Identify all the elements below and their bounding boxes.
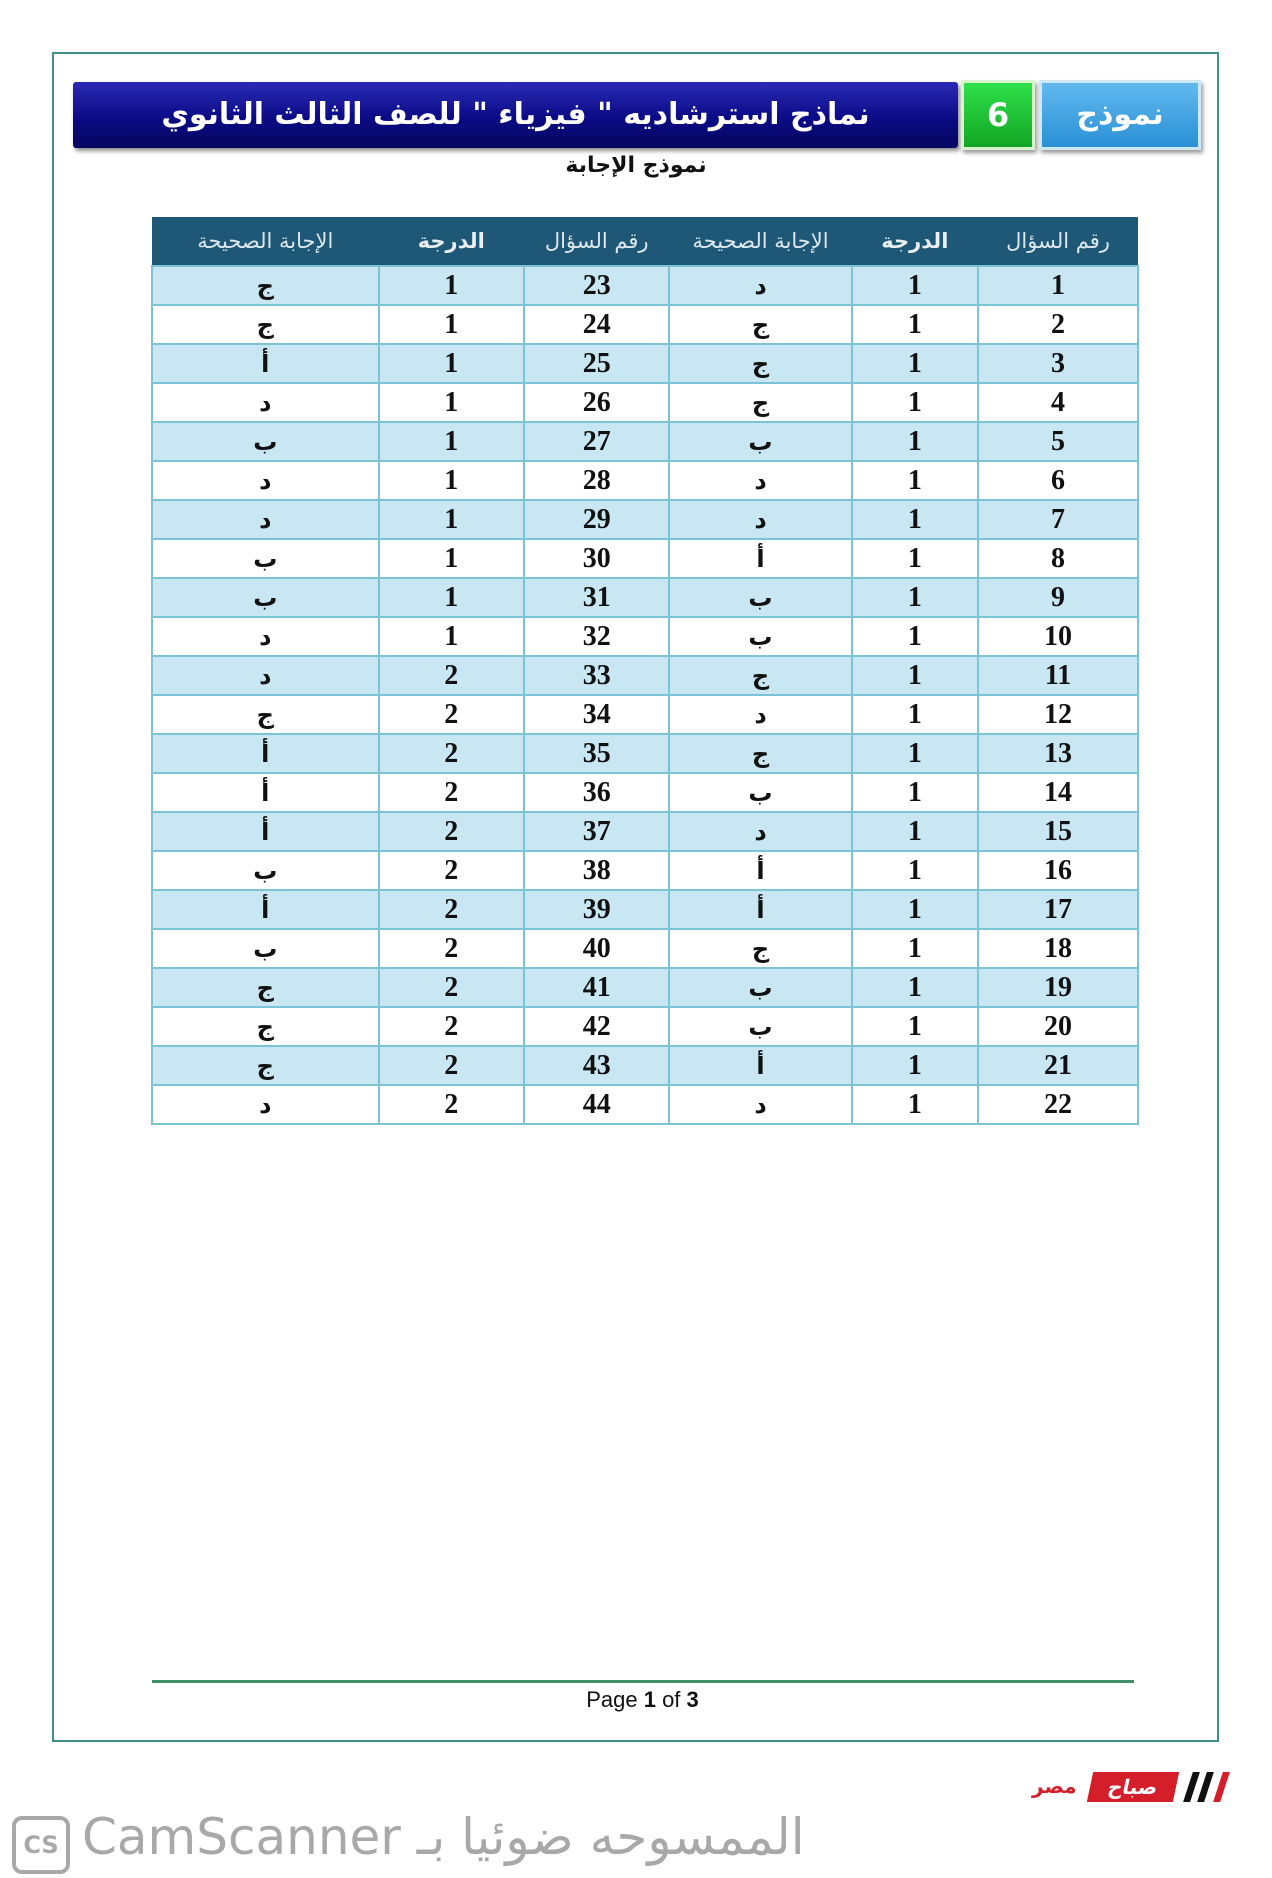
question-number-cell: 17 [978, 890, 1138, 929]
answer-cell: ب [152, 929, 379, 968]
score-cell: 1 [852, 1007, 979, 1046]
score-cell: 1 [852, 305, 979, 344]
table-row [152, 968, 1138, 1007]
score-cell: 1 [852, 500, 979, 539]
score-cell: 1 [852, 968, 979, 1007]
answer-cell: أ [669, 890, 851, 929]
score-cell: 1 [379, 422, 524, 461]
answer-cell: د [152, 500, 379, 539]
answer-cell: ب [152, 539, 379, 578]
answer-cell: د [669, 500, 851, 539]
answer-cell: د [152, 383, 379, 422]
watermark-text: الممسوحه ضوئيا بـ CamScanner [82, 1808, 805, 1866]
answer-cell: ج [669, 929, 851, 968]
answer-cell: ب [152, 578, 379, 617]
answer-cell: ج [152, 1046, 379, 1085]
table-row [152, 500, 1138, 539]
answer-cell: د [669, 266, 851, 305]
score-cell: 1 [379, 383, 524, 422]
question-number-cell: 12 [978, 695, 1138, 734]
answer-cell: ج [152, 305, 379, 344]
table-row [152, 1046, 1138, 1085]
answer-cell: ج [669, 383, 851, 422]
page-of: of [655, 1687, 687, 1712]
score-cell: 1 [852, 578, 979, 617]
answer-cell: ج [152, 1007, 379, 1046]
current-page: 1 [643, 1687, 656, 1712]
question-number-cell: 27 [524, 422, 669, 461]
question-number-cell: 35 [524, 734, 669, 773]
camscanner-watermark [10, 1808, 930, 1872]
score-cell: 1 [852, 1046, 979, 1085]
answer-cell: ج [669, 305, 851, 344]
score-cell: 1 [379, 266, 524, 305]
table-row [152, 344, 1138, 383]
score-cell: 2 [379, 656, 524, 695]
answer-cell: أ [152, 812, 379, 851]
table-row [152, 578, 1138, 617]
question-number-cell: 14 [978, 773, 1138, 812]
total-pages: 3 [686, 1687, 699, 1712]
answer-cell: د [669, 461, 851, 500]
score-cell: 1 [379, 305, 524, 344]
publisher-logo [1028, 1768, 1232, 1808]
answer-cell: ج [669, 656, 851, 695]
table-row [152, 1007, 1138, 1046]
score-cell: 1 [852, 773, 979, 812]
logo-side-text: مصر [1032, 1774, 1077, 1798]
question-number-cell: 18 [978, 929, 1138, 968]
question-number-cell: 25 [524, 344, 669, 383]
score-cell: 2 [379, 734, 524, 773]
score-cell: 1 [852, 929, 979, 968]
score-cell: 1 [852, 461, 979, 500]
score-cell: 1 [852, 266, 979, 305]
score-cell: 1 [852, 539, 979, 578]
answer-cell: د [669, 1085, 851, 1124]
question-number-cell: 2 [978, 305, 1138, 344]
answer-cell: ب [669, 422, 851, 461]
question-number-cell: 34 [524, 695, 669, 734]
header-title: نماذج استرشاديه " فيزياء " للصف الثالث الثانوي [73, 82, 958, 148]
question-number-cell: 30 [524, 539, 669, 578]
score-cell: 2 [379, 929, 524, 968]
page-prefix: Page [586, 1687, 644, 1712]
question-number-cell: 43 [524, 1046, 669, 1085]
question-number-cell: 23 [524, 266, 669, 305]
table-row [152, 383, 1138, 422]
question-number-cell: 41 [524, 968, 669, 1007]
column-header-question: رقم السؤال [524, 217, 669, 266]
score-cell: 2 [379, 890, 524, 929]
score-cell: 2 [379, 968, 524, 1007]
score-cell: 2 [379, 695, 524, 734]
table-row [152, 734, 1138, 773]
score-cell: 1 [852, 383, 979, 422]
answer-cell: أ [152, 890, 379, 929]
question-number-cell: 15 [978, 812, 1138, 851]
table-row [152, 695, 1138, 734]
answer-cell: د [152, 617, 379, 656]
question-number-cell: 4 [978, 383, 1138, 422]
table-row [152, 890, 1138, 929]
answer-cell: د [669, 695, 851, 734]
page-subtitle: نموذج الإجابة [565, 153, 707, 178]
answer-cell: ب [152, 851, 379, 890]
answer-table-body [152, 266, 1138, 1124]
score-cell: 1 [852, 851, 979, 890]
answer-cell: ج [669, 734, 851, 773]
score-cell: 2 [379, 851, 524, 890]
question-number-cell: 38 [524, 851, 669, 890]
question-number-cell: 8 [978, 539, 1138, 578]
score-cell: 2 [379, 1007, 524, 1046]
column-header-score: الدرجة [852, 217, 979, 266]
score-cell: 1 [852, 617, 979, 656]
header [73, 80, 1201, 152]
answer-cell: د [152, 656, 379, 695]
model-number-badge: 6 [961, 80, 1035, 150]
answer-cell: د [152, 1085, 379, 1124]
score-cell: 2 [379, 812, 524, 851]
answer-cell: د [152, 461, 379, 500]
question-number-cell: 33 [524, 656, 669, 695]
question-number-cell: 39 [524, 890, 669, 929]
answer-cell: ب [152, 422, 379, 461]
answer-cell: ب [669, 968, 851, 1007]
answer-cell: ج [152, 266, 379, 305]
answer-cell: د [669, 812, 851, 851]
column-header-score: الدرجة [379, 217, 524, 266]
score-cell: 2 [379, 1046, 524, 1085]
answer-cell: أ [152, 734, 379, 773]
table-row [152, 929, 1138, 968]
answer-cell: ج [152, 968, 379, 1007]
table-row [152, 812, 1138, 851]
answer-cell: ج [669, 344, 851, 383]
question-number-cell: 28 [524, 461, 669, 500]
question-number-cell: 9 [978, 578, 1138, 617]
score-cell: 1 [852, 695, 979, 734]
logo-box-text: صباح [1087, 1772, 1179, 1802]
score-cell: 1 [852, 656, 979, 695]
column-header-answer: الإجابة الصحيحة [152, 217, 379, 266]
table-row [152, 422, 1138, 461]
camscanner-icon: CS [12, 1816, 70, 1874]
score-cell: 1 [379, 617, 524, 656]
score-cell: 1 [379, 578, 524, 617]
question-number-cell: 40 [524, 929, 669, 968]
question-number-cell: 6 [978, 461, 1138, 500]
score-cell: 1 [379, 500, 524, 539]
question-number-cell: 31 [524, 578, 669, 617]
score-cell: 1 [852, 812, 979, 851]
question-number-cell: 37 [524, 812, 669, 851]
score-cell: 1 [852, 1085, 979, 1124]
answer-cell: أ [152, 344, 379, 383]
score-cell: 2 [379, 773, 524, 812]
question-number-cell: 24 [524, 305, 669, 344]
question-number-cell: 5 [978, 422, 1138, 461]
question-number-cell: 1 [978, 266, 1138, 305]
question-number-cell: 16 [978, 851, 1138, 890]
column-header-answer: الإجابة الصحيحة [669, 217, 851, 266]
score-cell: 1 [852, 734, 979, 773]
question-number-cell: 7 [978, 500, 1138, 539]
table-row [152, 461, 1138, 500]
table-row [152, 773, 1138, 812]
question-number-cell: 22 [978, 1085, 1138, 1124]
score-cell: 1 [379, 539, 524, 578]
question-number-cell: 21 [978, 1046, 1138, 1085]
question-number-cell: 32 [524, 617, 669, 656]
table-row [152, 539, 1138, 578]
question-number-cell: 11 [978, 656, 1138, 695]
score-cell: 2 [379, 1085, 524, 1124]
table-row [152, 656, 1138, 695]
question-number-cell: 3 [978, 344, 1138, 383]
question-number-cell: 42 [524, 1007, 669, 1046]
footer-divider [152, 1680, 1134, 1683]
logo-slash-icon [1197, 1772, 1214, 1802]
score-cell: 1 [379, 461, 524, 500]
table-header-row [152, 217, 1138, 266]
answer-cell: ب [669, 1007, 851, 1046]
table-row [152, 851, 1138, 890]
question-number-cell: 29 [524, 500, 669, 539]
score-cell: 1 [852, 422, 979, 461]
table-row [152, 1085, 1138, 1124]
answer-table [151, 217, 1139, 1125]
question-number-cell: 13 [978, 734, 1138, 773]
answer-cell: ج [152, 695, 379, 734]
answer-cell: أ [669, 1046, 851, 1085]
question-number-cell: 10 [978, 617, 1138, 656]
table-row [152, 266, 1138, 305]
score-cell: 1 [852, 890, 979, 929]
answer-cell: أ [152, 773, 379, 812]
question-number-cell: 20 [978, 1007, 1138, 1046]
logo-slash-icon [1213, 1772, 1230, 1802]
question-number-cell: 36 [524, 773, 669, 812]
answer-cell: أ [669, 851, 851, 890]
column-header-question: رقم السؤال [978, 217, 1138, 266]
model-label-badge: نموذج [1039, 80, 1201, 150]
answer-cell: ب [669, 773, 851, 812]
page-number [0, 1687, 1272, 1713]
question-number-cell: 26 [524, 383, 669, 422]
question-number-cell: 19 [978, 968, 1138, 1007]
table-row [152, 305, 1138, 344]
answer-cell: أ [669, 539, 851, 578]
score-cell: 1 [379, 344, 524, 383]
table-row [152, 617, 1138, 656]
answer-cell: ب [669, 617, 851, 656]
answer-cell: ب [669, 578, 851, 617]
question-number-cell: 44 [524, 1085, 669, 1124]
score-cell: 1 [852, 344, 979, 383]
